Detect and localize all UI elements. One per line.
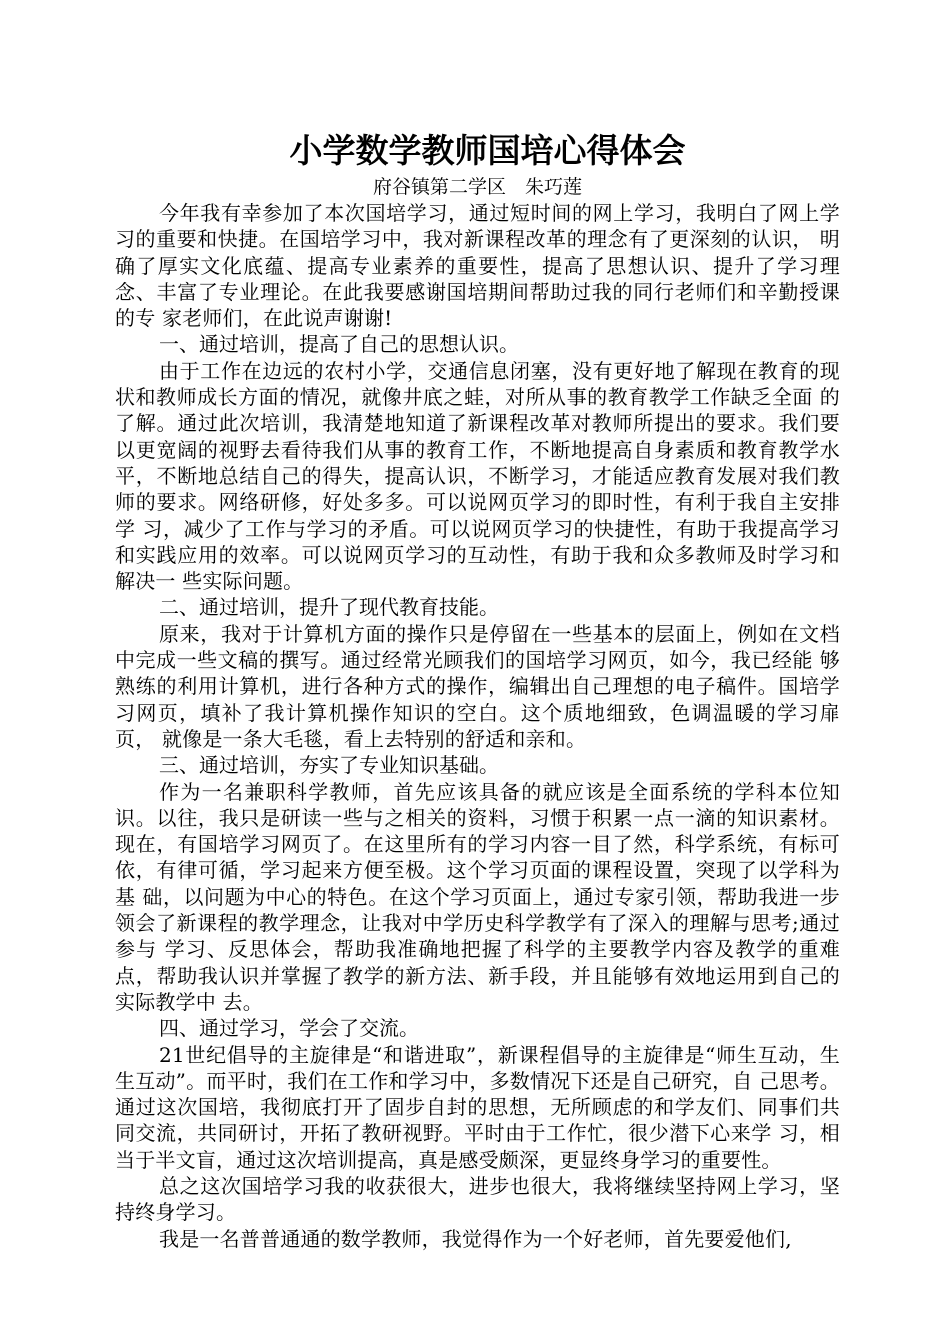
paragraph-intro: 今年我有幸参加了本次国培学习，通过短时间的网上学习，我明白了网上学习的重要和快捷。在国培学习中，我对新课程改革的理念有了更深刻的认识， 明确了厚实文化底蕴、提高专业素养的重要性，提高了思想认识、提升了学习理念、丰富了专业理论。在此我要感谢国培期间帮助过我的同行老师们和辛勤授课的专 家老师们，在此说声谢谢! (115, 201, 840, 331)
paragraph-closing: 我是一名普普通通的数学教师，我觉得作为一个好老师，首先要爱他们, (159, 1226, 792, 1251)
section-heading-1: 一、通过培训，提高了自己的思想认识。 (159, 332, 519, 357)
document-page (115, 128, 840, 1252)
section-heading-2: 二、通过培训，提升了现代教育技能。 (159, 595, 499, 620)
author-line: 府谷镇第二学区 朱巧莲 (372, 176, 582, 198)
section-heading-3: 三、通过培训，夯实了专业知识基础。 (159, 753, 499, 778)
section-heading-4: 四、通过学习，学会了交流。 (159, 1016, 419, 1041)
paragraph-section-3: 作为一名兼职科学教师，首先应该具备的就应该是全面系统的学科本位知识。以往，我只是研读一些与之相关的资料，习惯于积累一点一滴的知识素材。 现在，有国培学习网页了。在这里所有的学习内容一目了然，科学系统，有标可依，有律可循，学习起来方便至极。这个学习页面的课程设置，突现了以学科为基 础，以问题为中心的特色。在这个学习页面上，通过专家引领，帮助我进一步领会了新课程的教学理念，让我对中学历史科学教学有了深入的理解与思考;通过参与 学习、反思体会，帮助我准确地把握了科学的主要教学内容及教学的重难点，帮助我认识并掌握了教学的新方法、新手段，并且能够有效地运用到自己的实际教学中 去。 (115, 779, 840, 1014)
paragraph-section-4: 21世纪倡导的主旋律是“和谐进取”，新课程倡导的主旋律是“师生互动，生生互动”。而平时，我们在工作和学习中，多数情况下还是自己研究，自 己思考。通过这次国培，我彻底打开了固步自封的思想，无所顾虑的和学友们、同事们共同交流，共同研讨，开拓了教研视野。平时由于工作忙，很少潜下心来学 习，相当于半文盲，通过这次培训提高，真是感受颇深，更显终身学习的重要性。 (115, 1042, 840, 1172)
document-title: 小学数学教师国培心得体会 (289, 131, 686, 170)
paragraph-summary: 总之这次国培学习我的收获很大，进步也很大，我将继续坚持网上学习，坚持终身学习。 (115, 1173, 840, 1225)
paragraph-section-2: 原来，我对于计算机方面的操作只是停留在一些基本的层面上，例如在文档中完成一些文稿的撰写。通过经常光顾我们的国培学习网页，如今，我已经能 够熟练的利用计算机，进行各种方式的操作，编辑出自己理想的电子稿件。国培学习网页，填补了我计算机操作知识的空白。这个质地细致，色调温暖的学习扉页， 就像是一条大毛毯，看上去特别的舒适和亲和。 (115, 621, 840, 751)
paragraph-section-1: 由于工作在边远的农村小学，交通信息闭塞，没有更好地了解现在教育的现状和教师成长方面的情况，就像井底之蛙，对所从事的教育教学工作缺乏全面 的了解。通过此次培训，我清楚地知道了新课程改革对教师所提出的要求。我们要以更宽阔的视野去看待我们从事的教育工作，不断地提高自身素质和教育教学水 平，不断地总结自己的得失，提高认识，不断学习，才能适应教育发展对我们教师的要求。网络研修，好处多多。可以说网页学习的即时性，有利于我自主安排学 习，减少了工作与学习的矛盾。可以说网页学习的快捷性，有助于我提高学习和实践应用的效率。可以说网页学习的互动性，有助于我和众多教师及时学习和解决一 些实际问题。 (115, 358, 840, 594)
